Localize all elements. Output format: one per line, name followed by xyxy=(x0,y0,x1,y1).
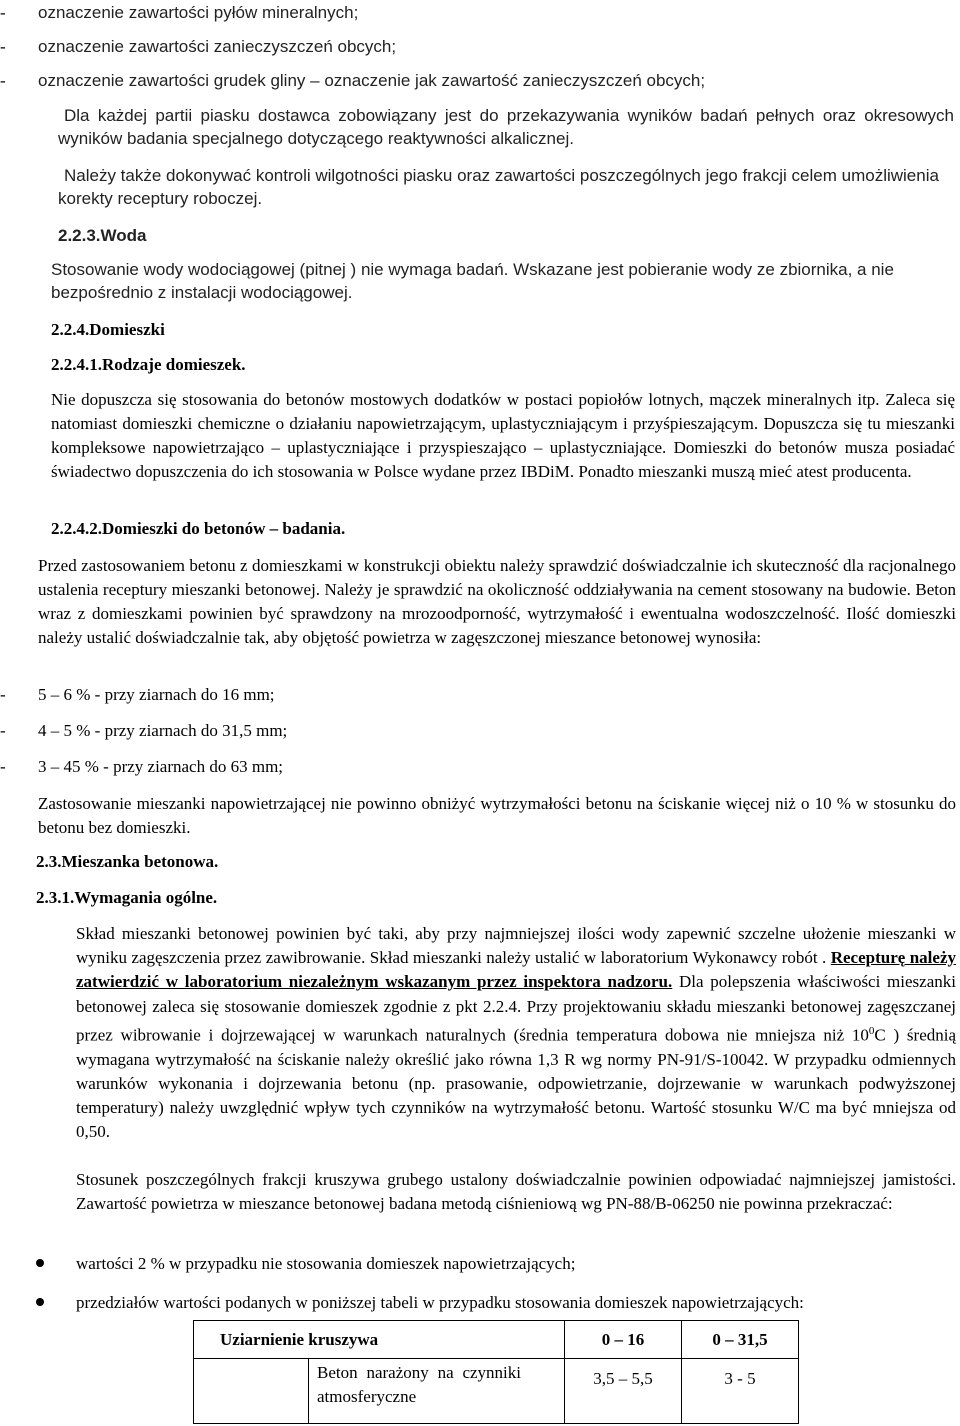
paragraph-stosunek: Stosunek poszczególnych frakcji kruszywa grubego ustalony doświadczalnie powinien odpowiadać najmniejszej jamistości. Zawartość powietrza w mieszance betonowej badana metodą ciśnieniową wg PN-88/B-06250 nie powinna przekraczać: xyxy=(76,1170,956,1213)
bullet-icon xyxy=(36,1259,44,1267)
heading-mieszanka: 2.3.Mieszanka betonowa. xyxy=(36,852,219,871)
list-item: przedziałów wartości podanych w poniższej tabeli w przypadku stosowania domieszek napowietrzających: xyxy=(76,1293,804,1312)
list-item: 5 – 6 % - przy ziarnach do 16 mm; xyxy=(38,685,275,704)
list-item: 4 – 5 % - przy ziarnach do 31,5 mm; xyxy=(38,721,288,740)
dash-marker: - xyxy=(0,71,6,90)
table-row xyxy=(194,1321,799,1359)
dash-marker: - xyxy=(0,757,6,776)
paragraph-badania: Przed zastosowaniem betonu z domieszkami w konstrukcji obiektu należy sprawdzić doświadczalnie ich skuteczność dla racjonalnego ustalenia receptury mieszanki betonowej. Należy je sprawdzić na okoliczność oddziaływania na cement stosowany na budowie. Beton wraz z domieszkami powinien być sprawdzony na mrozoodporność, wytrzymałość i ewentualna wodoszczelność. Ilość domieszki należy ustalić doświadczalnie tak, aby objętość powietrza w zagęszczonej mieszance betonowej wynosiła: xyxy=(38,556,956,647)
table-header-cell: 0 – 31,5 xyxy=(682,1321,799,1359)
dash-marker: - xyxy=(0,37,6,56)
paragraph-wilgotnosc: Należy także dokonywać kontroli wilgotności piasku oraz zawartości poszczególnych jego frakcji celem umożliwienia korekty receptury roboczej. xyxy=(58,166,939,208)
table-row xyxy=(194,1359,799,1424)
list-item: oznaczenie zawartości grudek gliny – oznaczenie jak zawartość zanieczyszczeń obcych; xyxy=(38,71,706,90)
table-row-label: Beton narażony na czynniki atmosferyczne xyxy=(317,1363,521,1406)
table-cell xyxy=(194,1359,565,1424)
heading-domieszki: 2.2.4.Domieszki xyxy=(51,320,165,339)
dash-marker: - xyxy=(0,721,6,740)
underlined-requirement: Recepturę należy zatwierdzić w laboratorium niezależnym wskazanym przez inspektora nadzoru. xyxy=(76,948,956,992)
air-content-table xyxy=(193,1320,799,1424)
dash-marker: - xyxy=(0,3,6,22)
paragraph-dostawca: Dla każdej partii piasku dostawca zobowiązany jest do przekazywania wyników badań pełnych oraz okresowych wyników badania specjalnego dotyczącego reaktywności alkalicznej. xyxy=(58,106,954,148)
list-item: oznaczenie zawartości pyłów mineralnych; xyxy=(38,3,359,22)
heading-badania: 2.2.4.2.Domieszki do betonów – badania. xyxy=(51,519,346,538)
paragraph-woda: Stosowanie wody wodociągowej (pitnej ) nie wymaga badań. Wskazane jest pobieranie wody ze zbiornika, a nie bezpośrednio z instalacji wodociągowej. xyxy=(51,260,894,302)
dash-marker: - xyxy=(0,685,6,704)
paragraph-rodzaje: Nie dopuszcza się stosowania do betonów mostowych dodatków w postaci popiołów lotnych, mączek mineralnych itp. Zaleca się natomiast domieszki chemiczne o działaniu napowietrzającym, uplastyczniającym i przyśpieszającym. Dopuszcza się tu mieszanki kompleksowe napowietrzająco – uplastyczniające i przyspieszająco – uplastyczniające. Domieszki do betonów musza posiadać świadectwo dopuszczenia do ich stosowania w Polsce wydane przez IBDiM. Ponadto mieszanki muszą mieć atest producenta. xyxy=(51,390,955,481)
paragraph-napowietrzanie: Zastosowanie mieszanki napowietrzającej nie powinno obniżyć wytrzymałości betonu na ściskanie więcej niż o 10 % w stosunku do betonu bez domieszki. xyxy=(38,794,956,837)
paragraph-sklad: Skład mieszanki betonowej powinien być taki, aby przy najmniejszej ilości wody zapewnić szczelne ułożenie mieszanki w wyniku zagęszczenia przez zawibrowanie. Skład mieszanki należy ustalić w laboratorium Wykonawcy robót . Recepturę należy zatwierdzić w laboratorium niezależnym wskazanym przez inspektora nadzoru. Dla polepszenia właściwości mieszanki betonowej zaleca się stosowanie domieszek zgodnie z pkt 2.2.4. Przy projektowaniu składu mieszanki betonowej zagęszczanej przez wibrowanie i dojrzewającej w warunkach naturalnych (średnia temperatura dobowa nie mniejsza niż $10^0C$ ) średnią wymagana wytrzymałość na ściskanie należy określić jako równa 1,3 R wg normy PN-91/S-10042. W przypadku odmiennych warunków wykonania i dojrzewania betonu (np. prasowanie, odpowietrzanie, dojrzewanie w warunkach podwyższonej temperatury) należy uwzględnić wpływ tych czynników na wytrzymałość betonu. Wartość stosunku W/C ma być mniejsza od 0,50. xyxy=(76,924,957,1142)
heading-rodzaje: 2.2.4.1.Rodzaje domieszek. xyxy=(51,355,246,374)
list-item: 3 – 45 % - przy ziarnach do 63 mm; xyxy=(38,757,284,776)
table-cell: 3,5 – 5,5 xyxy=(565,1359,682,1424)
table-header-cell: Uziarnienie kruszywa xyxy=(194,1321,565,1359)
table-header-cell: 0 – 16 xyxy=(565,1321,682,1359)
list-item: oznaczenie zawartości zanieczyszczeń obcych; xyxy=(38,37,397,56)
list-item: wartości 2 % w przypadku nie stosowania domieszek napowietrzających; xyxy=(76,1254,576,1273)
table-cell: 3 - 5 xyxy=(682,1359,799,1424)
heading-wymagania: 2.3.1.Wymagania ogólne. xyxy=(36,888,218,907)
heading-woda: 2.2.3.Woda xyxy=(58,226,147,245)
bullet-icon xyxy=(36,1298,44,1306)
